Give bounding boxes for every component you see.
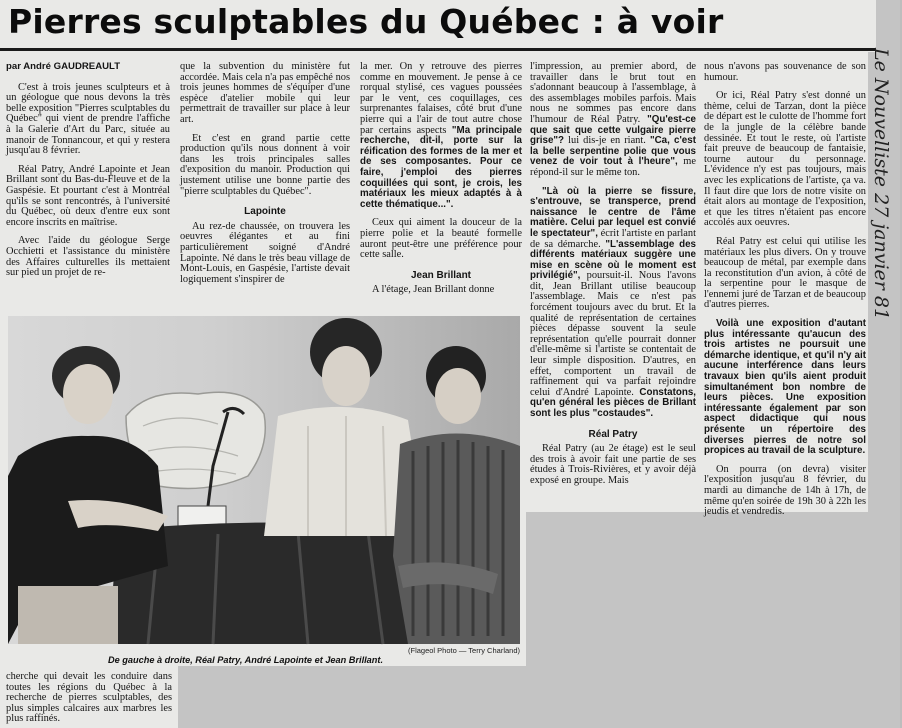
col5-paragraph: On pourra (on devra) visiter l'exposition jusqu'au 8 février, du mardi au dimanche de 14h à 17h, de même qu'en soirée de 19h 30 à 22h les jeudis et vendredis. [704,463,866,518]
person-jean-brillant [393,346,520,644]
col4-paragraph [530,62,696,179]
col3-paragraph: Ceux qui aiment la douceur de la pierre polie et la beauté formelle auront peut-être une préférence pour cette salle. [360,217,522,261]
byline: par André GAUDREAULT [6,61,121,72]
col4-quote: "L'assemblage des différents matériaux suggère une mise en scène où le moment est privilégié", [530,238,696,282]
headline: Pierres sculptables du Québec : à voir [8,2,724,41]
subhead-patry: Réal Patry [588,428,638,440]
margin-note-text: Le Nouvelliste 27 janvier 81 [870,48,892,321]
column-4 [530,62,696,510]
photo-three-sculptors [8,316,520,644]
col4-quote: "Ca, c'est la belle serpentine polie que vous venez de voir tout à l'heure", [530,135,696,168]
col1-paragraph: Réal Patry, André Lapointe et Jean Brillant sont du Bas-du-Fleuve et de la Gaspésie. Et pourtant c'est à Montréal qu'ils se sont rencontrés, à l'université du Québec, où deux d'entre eux sont encore inscrits en maîtrise. [6,163,170,228]
headline-rule [0,48,876,51]
col1-paragraph: Avec l'aide du géologue Serge Occhietti et l'assistance du ministère des Affaires culturelles ils mettaient sur pied un projet de re- [6,235,170,279]
column-3 [360,62,522,314]
col5-paragraph [704,319,866,457]
col3-text: la mer. On y retrouve des pierres comme en mouvement. Je pense à ce rorqual stylisé, ces vagues poussées par le vent, ces coquillages, ces surprenantes falaises, côté brut d'une pierre qui a l'air de tout autre chose par certains aspects [360,61,522,136]
col4-quote: "Là où la pierre se fissure, s'entrouve, se transperce, prend naissance le centre de l'âme matière. Celui par lequel est convié le spectateur", [530,185,696,239]
col4-quote: Constatons, qu'en général les pièces de Brillant sont les plus "costaudes". [530,386,696,419]
col4-text: l'impression, au premier abord, de travailler dans le brut tout en s'adonnant beaucoup à l'assemblage, à des assemblages mobiles parfois. Mais nous ne sommes pas encore dans l'humour de Réal Patry. [530,61,696,125]
column-5 [704,61,867,518]
col2-paragraph: que la subvention du ministère fut accordée. Mais cela n'a pas empêché nos trois jeunes hommes de s'équiper d'une espèce d'atelier mobile qui leur permettrait de travailler sur place à leur art. [180,61,350,125]
photo-credit: (Flageol Photo — Terry Charland) [408,646,520,655]
col1-continued-paragraph: cherche qui devait les conduire dans toutes les régions du Québec à la recherche de pierres sculptables, des plus simples calcaires aux marbres les plus raffinés. [6,671,172,725]
col3-quote: "Ma principale recherche, dit-il, porte sur la réification des formes de la mer et de ses composantes. Pour ce faire, j'emploi des pierres coquillées qui sont, je crois, les matériaux les mieux adaptés à à cette thématique...". [360,124,522,210]
col2-paragraph: Et c'est en grand partie cette production qu'ils nous donnent à voir dans les trois principales salles d'exposition du manoir. Production qui justement utilise une bonne partie des "pierre sculptables du Québec". [180,132,350,197]
col4-paragraph: Réal Patry (au 2e étage) est le seul des trois à avoir fait une partie de ses études à Trois-Rivières, et y avoir déjà exposé en groupe. Mais [530,443,696,486]
col5-paragraph: nous n'avons pas souvenance de son humour. [704,61,866,83]
col4-text: lui dis-je en riant. [568,135,646,147]
col4-quote: "Qu'est-ce que sait que cette vulgaire pierre grise"? [530,113,696,147]
subhead-lapointe: Lapointe [244,206,286,218]
col3-paragraph [360,62,522,210]
col5-paragraph: Réal Patry est celui qui utilise les matériaux les plus divers. On y trouve beaucoup de métal, par exemple dans la reconstitution d'un avion, à côté de la serpentine pour le masque de l'ennemi juré de Tarzan et de beaucoup d'autres pierres. [704,235,866,311]
column-2 [180,62,350,314]
col1-paragraph: C'est à trois jeunes sculpteurs et à un géologue que nous devons la très belle exposition "Pierres sculptables du Québec" qui vient de prendre l'affiche à la Galerie d'Art du Parc, située au manoir de Tonnancour, et qui y restera jusqu'au 8 février. [6,81,170,157]
col2-paragraph: Au rez-de chaussée, on trouvera les oeuvres élégantes et au fini particulièrement soigné d'André Lapointe. Né dans le très beau village de Mont-Louis, en Gaspésie, l'artiste devait logiquement s'inspirer de [180,220,350,285]
col4-paragraph [530,187,696,420]
subhead-brillant: Jean Brillant [410,269,472,281]
photo-caption: De gauche à droite, Réal Patry, André Lapointe et Jean Brillant. [108,655,384,665]
col4-text: écrit l'artiste en parlant de sa démarche. [530,227,696,250]
column-1-continued [6,672,172,728]
column-1 [6,62,170,314]
col5-paragraph: Or ici, Réal Patry s'est donné un thème, celui de Tarzan, dont la pièce de départ est le culotte de l'homme fort de la jungle de la célèbre bande dessinée. Et tout le reste, où l'artiste fait preuve de beaucoup de fantaisie, tourne autour du personnage. L'évidence n'y est pas toujours, mais avec les explications de l'artiste, ça va. Il faut dire que lors de notre visite on était alors au montage de l'exposition, et que les titres n'étaient pas encore accolés aux oeuvres. [704,90,867,229]
col4-text: me répond-il sur le même ton. [530,156,696,178]
col3-paragraph: A l'étage, Jean Brillant donne [372,284,495,296]
photo-illustration [8,316,520,644]
col5-bold-text: Voilà une exposition d'autant plus intéressante qu'aucun des trois artistes ne poursuit une démarche identique, et qu'il n'y ait aucune interférence dans leurs travaux bien qu'ils aient produit simultanément bon nombre de leurs pièces. Une exposition intéressante également par son aspect didactique qui nous présente un répertoire des diverses pierres de notre sol propices au travail de la sculpture. [704,318,866,457]
col4-text: poursuit-il. Nous l'avons dit, Jean Brillant utilise beaucoup l'assemblage. Mais ce n'est pas forcément toujours avec du brut. Et la qualité de représentation de certaines pièces dépasse souvent la seule représentation qu'elle pourrait donner d'elle-même si l'artiste se contentait de leur simple disposition. D'autres, en effet, comportent un travail de raffinement qui va parfait rejoindre celui d'André Lapointe. [530,270,696,398]
